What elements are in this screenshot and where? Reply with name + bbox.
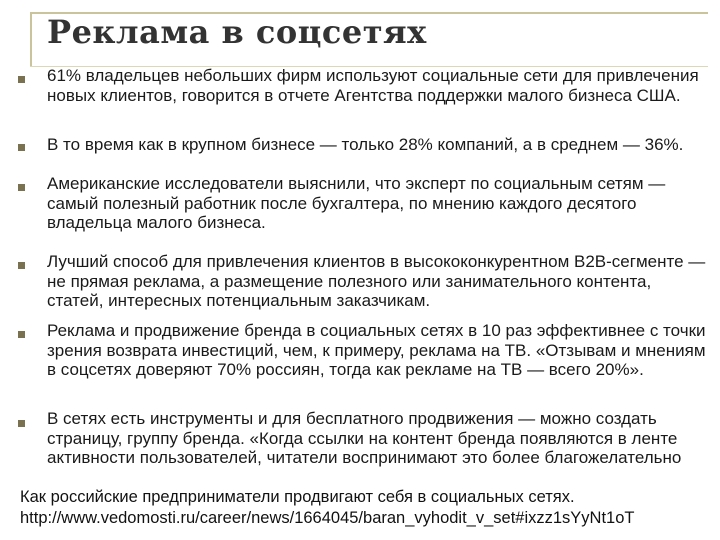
square-bullet-icon [18,144,25,151]
source-caption [20,487,715,529]
bullet-text: В сетях есть инструменты и для бесплатного продвижения — можно создать страницу, группу бренда. «Когда ссылки на контент бренда появляются в ленте активности пользователей, читатели воспринимают это более благожелательно [47,409,682,467]
square-bullet-icon [18,76,25,83]
bullet-text: Реклама и продвижение бренда в социальных сетях в 10 раз эффективнее с точки зрения возврата инвестиций, чем, к примеру, реклама на ТВ. «Отзывам и мнениям в соцсетях доверяют 70% россиян, тогда как рекламе на ТВ — всего 20%». [47,321,706,379]
square-bullet-icon [18,420,25,427]
bullet-text: В то время как в крупном бизнесе — только 28% компаний, а в среднем — 36%. [47,135,684,154]
square-bullet-icon [18,262,25,269]
bullet-text: Лучший способ для привлечения клиентов в высококонкурентном B2B-сегменте — не прямая реклама, а размещение полезного или занимательного контента, статей, интересных потенциальным заказчикам. [47,252,706,310]
bullet-text: Американские исследователи выяснили, что эксперт по социальным сетям — самый полезный работник после бухгалтера, по мнению каждого десятого владельца малого бизнеса. [47,174,666,232]
square-bullet-icon [18,331,25,338]
bullet-text: 61% владельцев небольших фирм используют социальные сети для привлечения новых клиентов, говорится в отчете Агентства поддержки малого бизнеса США. [47,66,699,105]
source-url: http://www.vedomosti.ru/career/news/1664045/baran_vyhodit_v_set#ixzz1sYyNt1oT [20,509,635,527]
source-article-title: Как российские предприниматели продвигают себя в социальных сетях. [20,488,575,506]
slide-title: Реклама в соцсетях [47,13,427,51]
square-bullet-icon [18,184,25,191]
